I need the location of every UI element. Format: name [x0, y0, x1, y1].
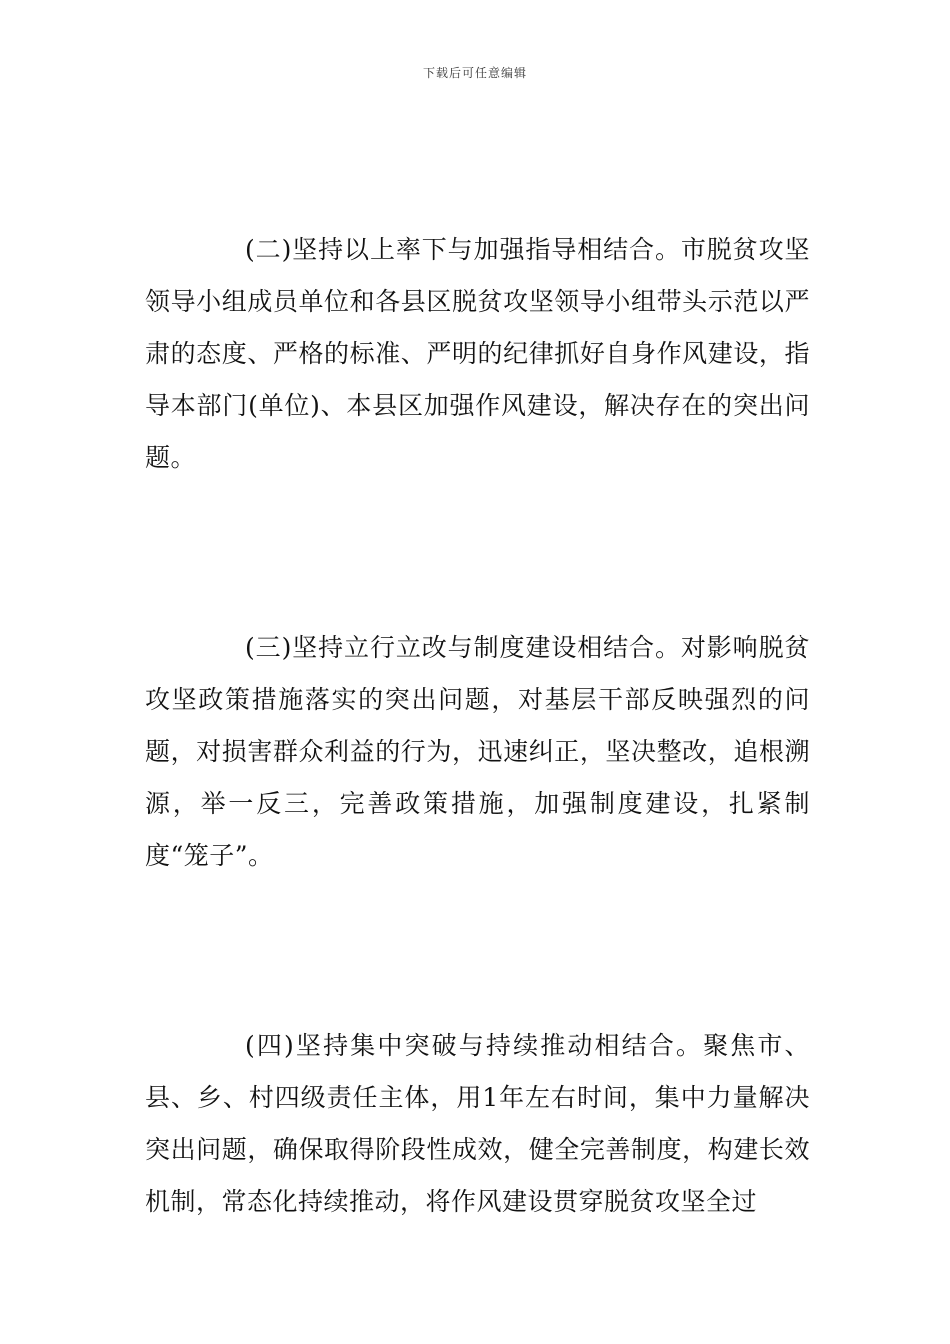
- paragraph-principle-2: (二)坚持以上率下与加强指导相结合。市脱贫攻坚领导小组成员单位和各县区脱贫攻坚领导小组带头示范以严肃的态度、严格的标准、严明的纪律抓好自身作风建设，指导本部门(单位)、本县区加强作风建设，解决存在的突出问题。: [145, 235, 810, 472]
- page-header: 下载后可任意编辑: [422, 66, 527, 80]
- paragraph-principle-4: (四)坚持集中突破与持续推动相结合。聚焦市、县、乡、村四级责任主体，用1年左右时间，集中力量解决突出问题，确保取得阶段性成效，健全完善制度，构建长效机制，常态化持续推动，将作风建设贯穿脱贫攻坚全过: [145, 1031, 810, 1216]
- paragraph-principle-3: (三)坚持立行立改与制度建设相结合。对影响脱贫攻坚政策措施落实的突出问题，对基层干部反映强烈的问题，对损害群众利益的行为，迅速纠正，坚决整改，追根溯源，举一反三，完善政策措施，加强制度建设，扎紧制度“笼子”。: [145, 633, 810, 870]
